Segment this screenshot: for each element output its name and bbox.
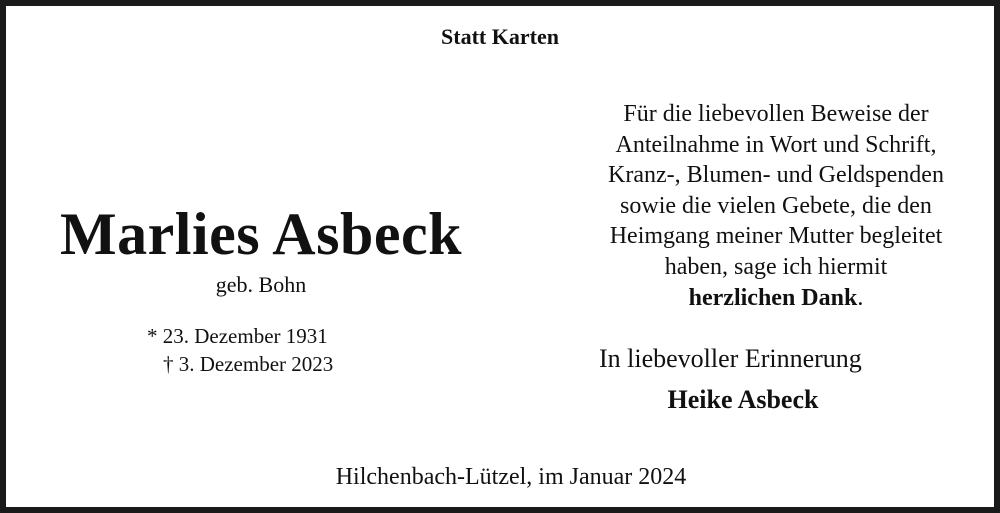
life-dates [147, 322, 333, 378]
thanks-closing [566, 283, 986, 314]
thanks-line: Anteilnahme in Wort und Schrift, [615, 131, 937, 158]
place-date: Hilchenbach-Lützel, im Januar 2024 [335, 464, 687, 490]
thanks-bold: herzlichen Dank [688, 284, 858, 311]
thanks-punct: . [857, 284, 864, 311]
thanks-line: Kranz-, Blumen- und Geldspenden [608, 162, 944, 189]
card-header: Statt Karten [441, 24, 559, 49]
thanks-paragraph [566, 99, 986, 313]
birth-date: * 23. Dezember 1931 [147, 324, 328, 348]
thanks-line: Für die liebevollen Beweise der [623, 101, 929, 127]
maiden-name: geb. Bohn [215, 272, 307, 297]
signer-name: Heike Asbeck [667, 385, 819, 414]
memory-text: In liebevoller Erinnerung [599, 344, 862, 373]
thanks-line: sowie die vielen Gebete, die den [620, 192, 932, 219]
thanks-line: haben, sage ich hiermit [664, 253, 888, 280]
thanks-line: Heimgang meiner Mutter begleitet [609, 223, 943, 250]
deceased-name: Marlies Asbeck [60, 201, 462, 267]
death-date: † 3. Dezember 2023 [163, 352, 334, 376]
